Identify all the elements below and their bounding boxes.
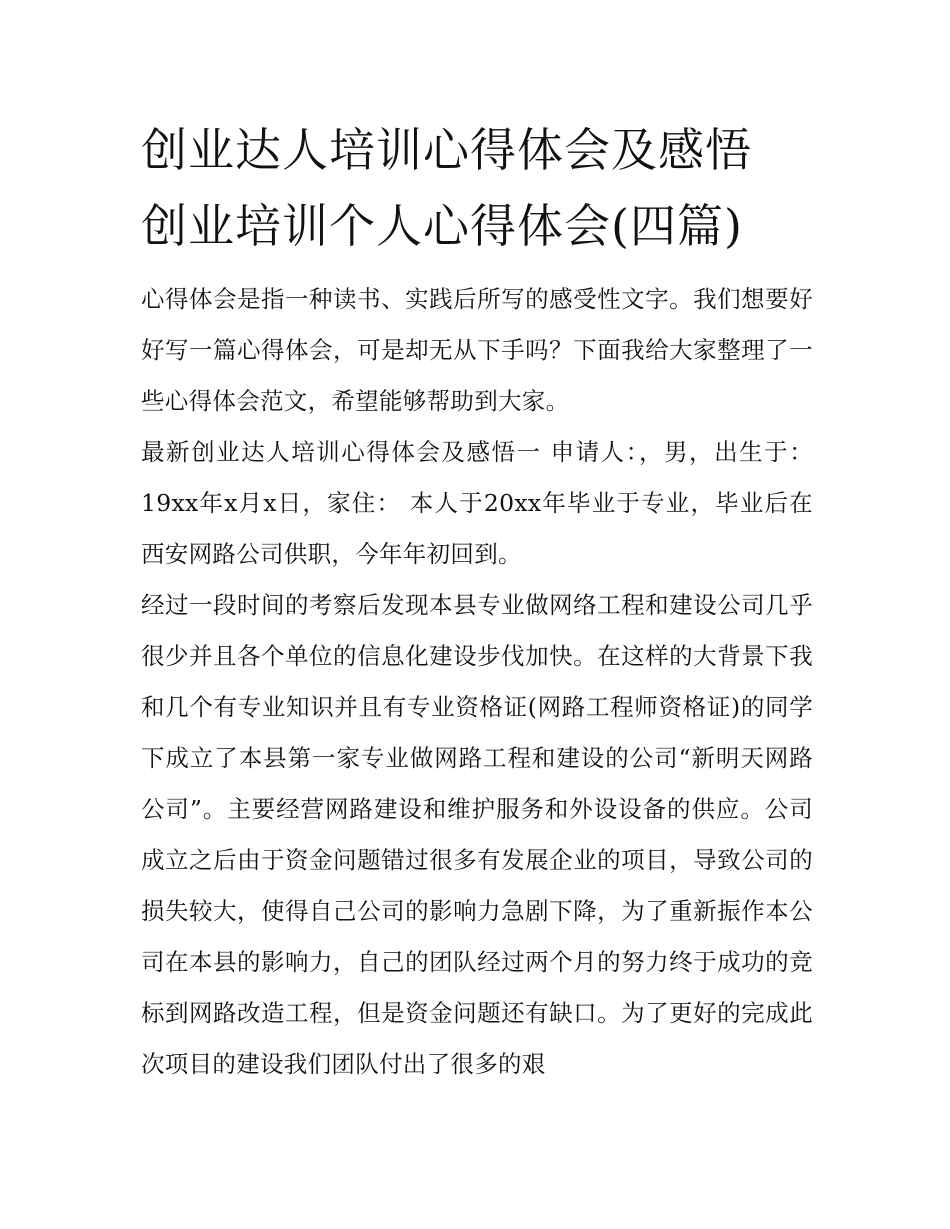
title-line-2: 创业培训个人心得体会(四篇): [141, 199, 743, 253]
document-title: [141, 112, 813, 264]
document-content: [141, 112, 813, 1090]
title-line-1: 创业达人培训心得体会及感悟: [141, 123, 752, 177]
applicant-paragraph: 最新创业达人培训心得体会及感悟一 申请人：，男，出生于：19xx年x月x日，家住： 本人于20xx年毕业于专业，毕业后在西安网路公司供职，今年年初回到。: [141, 438, 813, 568]
experience-paragraph: 经过一段时间的考察后发现本县专业做网络工程和建设公司几乎很少并且各个单位的信息化建设步伐加快。在这样的大背景下我和几个有专业知识并且有专业资格证(网路工程师资格证)的同学下成立了本县第一家专业做网路工程和建设的公司“新明天网路公司”。主要经营网路建设和维护服务和外设设备的供应。公司成立之后由于资金问题错过很多有发展企业的项目，导致公司的损失较大，使得自己公司的影响力急剧下降，为了重新振作本公司在本县的影响力，自己的团队经过两个月的努力终于成功的竞标到网路改造工程，但是资金问题还有缺口。为了更好的完成此次项目的建设我们团队付出了很多的艰: [141, 591, 813, 1078]
intro-paragraph: 心得体会是指一种读书、实践后所写的感受性文字。我们想要好好写一篇心得体会，可是却无从下手吗？下面我给大家整理了一些心得体会范文，希望能够帮助到大家。: [141, 285, 813, 415]
